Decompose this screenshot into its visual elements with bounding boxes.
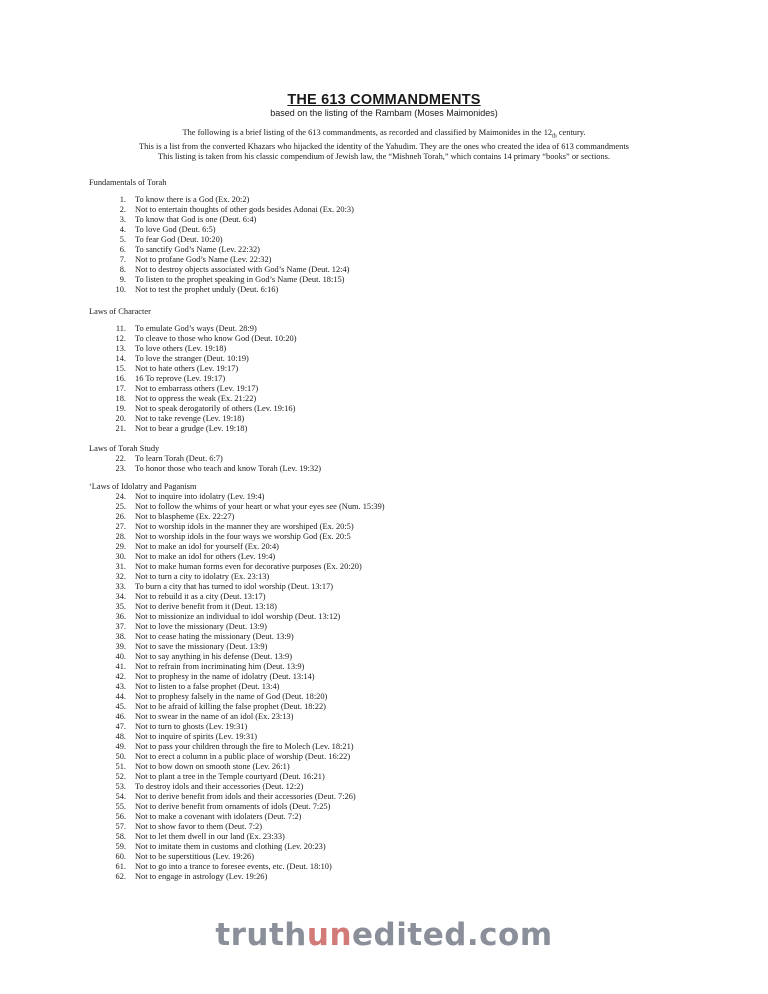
- intro-paragraph: [0, 128, 768, 162]
- list-item: [89, 225, 748, 235]
- list-item: [89, 652, 748, 662]
- list-item: [89, 772, 748, 782]
- page-subtitle: based on the listing of the Rambam (Moses Maimonides): [270, 108, 498, 118]
- item-text: To listen to the prophet speaking in God’s Name (Deut. 18:15): [135, 275, 345, 284]
- item-text: To love others (Lev. 19:18): [135, 344, 227, 353]
- list-item: [89, 792, 748, 802]
- item-text: To burn a city that has turned to idol worship (Deut. 13:17): [135, 582, 334, 591]
- item-text: Not to save the missionary (Deut. 13:9): [135, 642, 268, 651]
- item-number: 23.: [115, 464, 126, 473]
- item-number: 8.: [119, 265, 126, 274]
- item-text: To cleave to those who know God (Deut. 10:20): [135, 334, 297, 343]
- list-item: [89, 562, 748, 572]
- item-number: 52.: [115, 772, 126, 781]
- item-text: Not to erect a column in a public place of worship (Deut. 16:22): [135, 752, 351, 761]
- item-number: 6.: [119, 245, 126, 254]
- commandment-list: [89, 324, 748, 434]
- item-text: Not to worship idols in the manner they are worshiped (Ex. 20:5): [135, 522, 354, 531]
- item-text: Not to blaspheme (Ex. 22:27): [135, 512, 235, 521]
- list-item: [89, 205, 748, 215]
- item-number: 10.: [115, 285, 126, 294]
- item-number: 47.: [115, 722, 126, 731]
- item-number: 27.: [115, 522, 126, 531]
- item-number: 24.: [115, 492, 126, 501]
- item-number: 41.: [115, 662, 126, 671]
- section-title: Laws of Torah Study: [89, 444, 160, 453]
- list-item: [89, 414, 748, 424]
- list-item: [89, 215, 748, 225]
- list-item: [89, 552, 748, 562]
- section: [89, 178, 748, 295]
- list-item: [89, 642, 748, 652]
- list-item: [89, 612, 748, 622]
- logo-part-3: edited.com: [352, 917, 553, 953]
- list-item: [89, 454, 748, 464]
- item-text: Not to imitate them in customs and clothing (Lev. 20:23): [135, 842, 326, 851]
- list-item: [89, 275, 748, 285]
- list-item: [89, 712, 748, 722]
- item-number: 19.: [115, 404, 126, 413]
- list-item: [89, 195, 748, 205]
- item-number: 60.: [115, 852, 126, 861]
- item-text: Not to let them dwell in our land (Ex. 23:33): [135, 832, 285, 841]
- item-number: 30.: [115, 552, 126, 561]
- list-item: [89, 742, 748, 752]
- list-item: [89, 752, 748, 762]
- list-item: [89, 424, 748, 434]
- intro-line-3: This listing is taken from his classic compendium of Jewish law, the “Mishneh Torah,” which contains 14 primary “books” or sections.: [157, 151, 611, 161]
- item-text: Not to follow the whims of your heart or what your eyes see (Num. 15:39): [135, 502, 385, 511]
- list-item: [89, 374, 748, 384]
- item-number: 62.: [115, 872, 126, 881]
- item-number: 14.: [115, 354, 126, 363]
- intro-line-2: This is a list from the converted Khazars who hijacked the identity of the Yahudim. They are the ones who created the idea of 613 commandments: [139, 141, 629, 151]
- item-text: Not to take revenge (Lev. 19:18): [135, 414, 245, 423]
- item-text: Not to make human forms even for decorative purposes (Ex. 20:20): [135, 562, 362, 571]
- item-text: Not to be superstitious (Lev. 19:26): [135, 852, 255, 861]
- list-item: [89, 334, 748, 344]
- item-text: Not to love the missionary (Deut. 13:9): [135, 622, 267, 631]
- item-number: 28.: [115, 532, 126, 541]
- item-text: To honor those who teach and know Torah (Lev. 19:32): [135, 464, 322, 473]
- item-text: Not to worship idols in the four ways we worship God (Ex. 20:5: [135, 532, 351, 541]
- item-text: Not to make an idol for others (Lev. 19:4): [135, 552, 276, 561]
- commandment-list: [89, 492, 748, 882]
- item-number: 20.: [115, 414, 126, 423]
- list-item: [89, 622, 748, 632]
- list-item: [89, 582, 748, 592]
- list-item: [89, 812, 748, 822]
- item-text: Not to derive benefit from ornaments of idols (Deut. 7:25): [135, 802, 331, 811]
- item-text: Not to derive benefit from it (Deut. 13:18): [135, 602, 277, 611]
- section-title: Fundamentals of Torah: [89, 178, 167, 187]
- item-text: To destroy idols and their accessories (Deut. 12:2): [135, 782, 304, 791]
- list-item: [89, 512, 748, 522]
- item-number: 1.: [119, 195, 126, 204]
- item-number: 33.: [115, 582, 126, 591]
- item-text: Not to speak derogatorily of others (Lev. 19:16): [135, 404, 296, 413]
- item-text: Not to swear in the name of an idol (Ex. 23:13): [135, 712, 294, 721]
- section: [89, 444, 748, 474]
- item-number: 3.: [119, 215, 126, 224]
- item-number: 15.: [115, 364, 126, 373]
- list-item: [89, 732, 748, 742]
- item-number: 43.: [115, 682, 126, 691]
- list-item: [89, 404, 748, 414]
- list-item: [89, 682, 748, 692]
- item-text: Not to embarrass others (Lev. 19:17): [135, 384, 259, 393]
- list-item: [89, 502, 748, 512]
- item-text: Not to inquire into idolatry (Lev. 19:4): [135, 492, 265, 501]
- page-title: THE 613 COMMANDMENTS: [287, 92, 481, 108]
- item-number: 44.: [115, 692, 126, 701]
- item-number: 13.: [115, 344, 126, 353]
- list-item: [89, 802, 748, 812]
- item-number: 12.: [115, 334, 126, 343]
- item-text: Not to bow down on smooth stone (Lev. 26:1): [135, 762, 290, 771]
- list-item: [89, 324, 748, 334]
- list-item: [89, 285, 748, 295]
- item-number: 50.: [115, 752, 126, 761]
- list-item: [89, 632, 748, 642]
- item-text: Not to oppress the weak (Ex. 21:22): [135, 394, 257, 403]
- section: [89, 307, 748, 434]
- item-text: Not to go into a trance to foresee events, etc. (Deut. 18:10): [135, 862, 332, 871]
- list-item: [89, 762, 748, 772]
- item-number: 46.: [115, 712, 126, 721]
- intro-superscript: th: [552, 133, 557, 140]
- list-item: [89, 255, 748, 265]
- item-number: 57.: [115, 822, 126, 831]
- list-item: [89, 662, 748, 672]
- item-text: Not to cease hating the missionary (Deut. 13:9): [135, 632, 294, 641]
- item-text: To fear God (Deut. 10:20): [135, 235, 223, 244]
- item-text: To learn Torah (Deut. 6:7): [135, 454, 223, 463]
- item-number: 42.: [115, 672, 126, 681]
- item-number: 55.: [115, 802, 126, 811]
- item-text: Not to make a covenant with idolaters (Deut. 7:2): [135, 812, 302, 821]
- item-number: 39.: [115, 642, 126, 651]
- item-text: Not to missionize an individual to idol worship (Deut. 13:12): [135, 612, 341, 621]
- list-item: [89, 532, 748, 542]
- logo-part-2: un: [306, 917, 353, 953]
- item-text: To emulate God’s ways (Deut. 28:9): [135, 324, 257, 333]
- list-item: [89, 572, 748, 582]
- item-text: Not to turn to ghosts (Lev. 19:31): [135, 722, 248, 731]
- item-number: 17.: [115, 384, 126, 393]
- list-item: [89, 822, 748, 832]
- item-number: 25.: [115, 502, 126, 511]
- list-item: [89, 832, 748, 842]
- list-item: [89, 842, 748, 852]
- intro-line-1-end: century.: [556, 128, 586, 137]
- intro-line-1: [0, 128, 768, 142]
- item-number: 22.: [115, 454, 126, 463]
- list-item: [89, 872, 748, 882]
- list-item: [89, 862, 748, 872]
- item-text: Not to profane God’s Name (Lev. 22:32): [135, 255, 272, 264]
- item-text: To know that God is one (Deut. 6:4): [135, 215, 257, 224]
- item-text: Not to hate others (Lev. 19:17): [135, 364, 239, 373]
- item-number: 45.: [115, 702, 126, 711]
- item-text: Not to prophesy in the name of idolatry (Deut. 13:14): [135, 672, 315, 681]
- section: [89, 482, 748, 882]
- item-number: 5.: [119, 235, 126, 244]
- list-item: [89, 702, 748, 712]
- item-text: To sanctify God’s Name (Lev. 22:32): [135, 245, 260, 254]
- list-item: [89, 602, 748, 612]
- item-text: 16 To reprove (Lev. 19:17): [135, 374, 226, 383]
- item-number: 31.: [115, 562, 126, 571]
- item-text: Not to prophesy falsely in the name of God (Deut. 18:20): [135, 692, 328, 701]
- commandment-list: [89, 195, 748, 295]
- logo-part-1: truth: [215, 917, 307, 953]
- list-item: [89, 672, 748, 682]
- item-text: Not to destroy objects associated with God’s Name (Deut. 12:4): [135, 265, 350, 274]
- item-text: Not to be afraid of killing the false prophet (Deut. 18:22): [135, 702, 326, 711]
- item-number: 61.: [115, 862, 126, 871]
- item-number: 58.: [115, 832, 126, 841]
- item-number: 18.: [115, 394, 126, 403]
- title-block: [0, 92, 768, 119]
- list-item: [89, 394, 748, 404]
- list-item: [89, 782, 748, 792]
- item-number: 21.: [115, 424, 126, 433]
- site-logo[interactable]: [0, 917, 768, 953]
- item-number: 16.: [115, 374, 126, 383]
- item-number: 38.: [115, 632, 126, 641]
- item-text: Not to entertain thoughts of other gods besides Adonai (Ex. 20:3): [135, 205, 354, 214]
- list-item: [89, 384, 748, 394]
- list-item: [89, 852, 748, 862]
- commandments-content: [89, 178, 748, 882]
- section-title: Laws of Character: [89, 307, 151, 316]
- section-title: ‘Laws of Idolatry and Paganism: [89, 482, 197, 491]
- item-text: Not to listen to a false prophet (Deut. 13:4): [135, 682, 280, 691]
- list-item: [89, 522, 748, 532]
- item-text: Not to make an idol for yourself (Ex. 20:4): [135, 542, 279, 551]
- item-text: To love God (Deut. 6:5): [135, 225, 216, 234]
- item-number: 54.: [115, 792, 126, 801]
- item-number: 37.: [115, 622, 126, 631]
- item-text: Not to derive benefit from idols and their accessories (Deut. 7:26): [135, 792, 356, 801]
- item-number: 48.: [115, 732, 126, 741]
- item-number: 4.: [119, 225, 126, 234]
- item-text: To know there is a God (Ex. 20:2): [135, 195, 250, 204]
- list-item: [89, 592, 748, 602]
- list-item: [89, 692, 748, 702]
- list-item: [89, 464, 748, 474]
- item-number: 36.: [115, 612, 126, 621]
- item-text: Not to rebuild it as a city (Deut. 13:17): [135, 592, 266, 601]
- commandment-list: [89, 454, 748, 474]
- item-number: 11.: [115, 324, 126, 333]
- item-number: 49.: [115, 742, 126, 751]
- intro-line-1-text: The following is a brief listing of the 613 commandments, as recorded and classified by Maimonides in the 12: [182, 128, 553, 137]
- item-text: Not to pass your children through the fire to Molech (Lev. 18:21): [135, 742, 354, 751]
- list-item: [89, 265, 748, 275]
- list-item: [89, 492, 748, 502]
- item-number: 29.: [115, 542, 126, 551]
- item-number: 7.: [119, 255, 126, 264]
- list-item: [89, 364, 748, 374]
- list-item: [89, 542, 748, 552]
- item-number: 26.: [115, 512, 126, 521]
- item-text: Not to plant a tree in the Temple courtyard (Deut. 16:21): [135, 772, 325, 781]
- item-text: Not to say anything in his defense (Deut. 13:9): [135, 652, 293, 661]
- item-text: Not to bear a grudge (Lev. 19:18): [135, 424, 248, 433]
- list-item: [89, 344, 748, 354]
- item-number: 40.: [115, 652, 126, 661]
- item-number: 56.: [115, 812, 126, 821]
- item-number: 35.: [115, 602, 126, 611]
- item-number: 2.: [119, 205, 126, 214]
- item-text: Not to test the prophet unduly (Deut. 6:16): [135, 285, 279, 294]
- list-item: [89, 245, 748, 255]
- item-text: Not to engage in astrology (Lev. 19:26): [135, 872, 268, 881]
- item-text: Not to inquire of spirits (Lev. 19:31): [135, 732, 258, 741]
- item-number: 9.: [119, 275, 126, 284]
- list-item: [89, 235, 748, 245]
- list-item: [89, 722, 748, 732]
- item-number: 51.: [115, 762, 126, 771]
- item-number: 32.: [115, 572, 126, 581]
- item-text: Not to refrain from incriminating him (Deut. 13:9): [135, 662, 305, 671]
- item-text: Not to show favor to them (Deut. 7:2): [135, 822, 262, 831]
- item-number: 34.: [115, 592, 126, 601]
- item-text: To love the stranger (Deut. 10:19): [135, 354, 249, 363]
- list-item: [89, 354, 748, 364]
- item-number: 53.: [115, 782, 126, 791]
- item-text: Not to turn a city to idolatry (Ex. 23:13): [135, 572, 270, 581]
- item-number: 59.: [115, 842, 126, 851]
